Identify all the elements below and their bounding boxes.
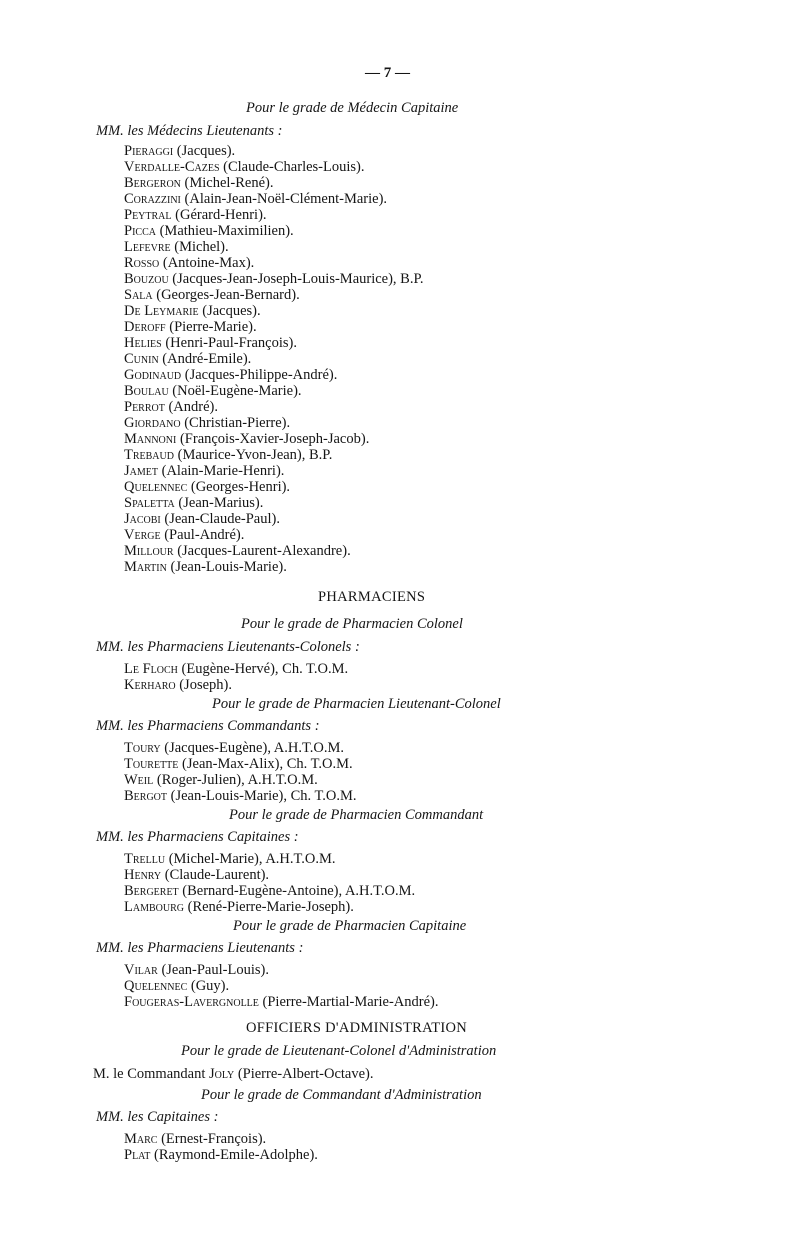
- details: (André).: [164, 399, 218, 415]
- mm-line-medecins-lieutenants: MM. les Médecins Lieutenants :: [96, 123, 283, 139]
- grade-heading-pharmacien-capitaine: Pour le grade de Pharmacien Capitaine: [233, 918, 467, 934]
- details: (Jean-Louis-Marie).: [166, 559, 287, 575]
- surname: Jamet: [124, 463, 158, 479]
- details: (Michel-René).: [180, 175, 274, 191]
- list-item: [124, 256, 254, 271]
- surname: Fougeras-Lavergnolle: [124, 994, 259, 1010]
- details: (Maurice-Yvon-Jean), B.P.: [173, 447, 333, 463]
- surname: Trebaud: [124, 447, 174, 463]
- list-item: [124, 773, 318, 788]
- surname: Quelennec: [124, 479, 188, 495]
- details: (Noël-Eugène-Marie).: [168, 383, 302, 399]
- list-item: [124, 400, 218, 415]
- surname: Godinaud: [124, 367, 182, 383]
- list-item: [124, 432, 369, 447]
- details: (Antoine-Max).: [159, 255, 255, 271]
- surname: Bergeret: [124, 883, 179, 899]
- list-item: [124, 789, 357, 804]
- list-item: [124, 480, 290, 495]
- list-item: [124, 288, 300, 303]
- details: (Henri-Paul-François).: [161, 335, 297, 351]
- details: (Ernest-François).: [157, 1131, 267, 1147]
- list-item: [124, 448, 332, 463]
- details: (Guy).: [187, 978, 230, 994]
- list-item: [124, 995, 438, 1010]
- mm-line-pharmaciens-lieutenants-colonels: MM. les Pharmaciens Lieutenants-Colonels :: [96, 639, 360, 655]
- details: (Jean-Louis-Marie), Ch. T.O.M.: [167, 788, 357, 804]
- details: (Joseph).: [175, 677, 232, 693]
- surname: Lefevre: [124, 239, 171, 255]
- surname: Sala: [124, 287, 153, 303]
- details: (Gérard-Henri).: [171, 207, 267, 223]
- surname: Martin: [124, 559, 167, 575]
- details: (Jacques).: [173, 143, 236, 159]
- mm-line-capitaines: MM. les Capitaines :: [96, 1109, 219, 1125]
- line-prefix: M. le Commandant: [93, 1066, 209, 1082]
- page-number: — 7 —: [365, 65, 410, 81]
- surname: Bergot: [124, 788, 168, 804]
- list-item: [124, 884, 415, 899]
- surname: Deroff: [124, 319, 166, 335]
- details: (Michel).: [170, 239, 229, 255]
- list-item: [124, 192, 387, 207]
- list-item: [93, 1067, 374, 1082]
- details: (Georges-Henri).: [187, 479, 291, 495]
- list-item: [124, 352, 251, 367]
- list-item: [124, 512, 280, 527]
- surname: Bouzou: [124, 271, 169, 287]
- details: (Jean-Claude-Paul).: [160, 511, 280, 527]
- list-item: [124, 464, 284, 479]
- list-item: [124, 176, 274, 191]
- list-item: [124, 224, 294, 239]
- details: (André-Emile).: [158, 351, 252, 367]
- details: (Alain-Marie-Henri).: [157, 463, 285, 479]
- surname: Pieraggi: [124, 143, 174, 159]
- mm-line-pharmaciens-commandants: MM. les Pharmaciens Commandants :: [96, 718, 320, 734]
- surname: Millour: [124, 543, 174, 559]
- surname: Giordano: [124, 415, 181, 431]
- surname: Tourette: [124, 756, 179, 772]
- list-item: [124, 384, 302, 399]
- list-item: [124, 963, 269, 978]
- surname: Kerharo: [124, 677, 176, 693]
- details: (François-Xavier-Joseph-Jacob).: [176, 431, 370, 447]
- surname: Picca: [124, 223, 156, 239]
- surname: Trellu: [124, 851, 166, 867]
- surname: Verge: [124, 527, 161, 543]
- list-item: [124, 240, 229, 255]
- details: (Bernard-Eugène-Antoine), A.H.T.O.M.: [178, 883, 416, 899]
- grade-heading-medecin-capitaine: Pour le grade de Médecin Capitaine: [246, 100, 459, 116]
- list-item: [124, 272, 424, 287]
- list-item: [124, 741, 344, 756]
- details: (Jacques).: [198, 303, 261, 319]
- details: (Mathieu-Maximilien).: [155, 223, 294, 239]
- surname: Cunin: [124, 351, 159, 367]
- details: (Pierre-Albert-Octave).: [234, 1066, 374, 1082]
- surname: Verdalle-Cazes: [124, 159, 220, 175]
- surname: Rosso: [124, 255, 160, 271]
- details: (Pierre-Martial-Marie-André).: [258, 994, 439, 1010]
- grade-heading-commandant-administration: Pour le grade de Commandant d'Administration: [201, 1087, 482, 1103]
- list-item: [124, 528, 244, 543]
- list-item: [124, 368, 337, 383]
- details: (Christian-Pierre).: [180, 415, 291, 431]
- details: (Jean-Paul-Louis).: [157, 962, 269, 978]
- list-item: [124, 979, 229, 994]
- details: (Michel-Marie), A.H.T.O.M.: [165, 851, 336, 867]
- list-item: [124, 336, 297, 351]
- grade-heading-pharmacien-commandant: Pour le grade de Pharmacien Commandant: [229, 807, 484, 823]
- mm-line-pharmaciens-lieutenants: MM. les Pharmaciens Lieutenants :: [96, 940, 304, 956]
- surname: Spaletta: [124, 495, 175, 511]
- surname: Quelennec: [124, 978, 188, 994]
- surname: Le Floch: [124, 661, 178, 677]
- details: (René-Pierre-Marie-Joseph).: [183, 899, 354, 915]
- list-item: [124, 560, 287, 575]
- surname: Helies: [124, 335, 162, 351]
- surname: Peytral: [124, 207, 172, 223]
- details: (Roger-Julien), A.H.T.O.M.: [153, 772, 318, 788]
- details: (Georges-Jean-Bernard).: [152, 287, 300, 303]
- list-item: [124, 544, 351, 559]
- list-item: [124, 852, 336, 867]
- surname: Jacobi: [124, 511, 161, 527]
- surname: Lambourg: [124, 899, 184, 915]
- list-item: [124, 757, 353, 772]
- list-item: [124, 662, 348, 677]
- list-item: [124, 1132, 266, 1147]
- grade-heading-pharmacien-colonel: Pour le grade de Pharmacien Colonel: [241, 616, 463, 632]
- details: (Eugène-Hervé), Ch. T.O.M.: [177, 661, 349, 677]
- details: (Pierre-Marie).: [165, 319, 257, 335]
- list-item: [124, 496, 263, 511]
- details: (Jacques-Eugène), A.H.T.O.M.: [160, 740, 344, 756]
- details: (Alain-Jean-Noël-Clément-Marie).: [180, 191, 388, 207]
- list-item: [124, 900, 354, 915]
- surname: Bergeron: [124, 175, 181, 191]
- details: (Jean-Marius).: [174, 495, 264, 511]
- details: (Claude-Laurent).: [161, 867, 270, 883]
- surname: Weil: [124, 772, 154, 788]
- surname: Marc: [124, 1131, 158, 1147]
- section-title-officiers-administration: OFFICIERS D'ADMINISTRATION: [246, 1020, 468, 1036]
- surname: Boulau: [124, 383, 169, 399]
- list-item: [124, 144, 235, 159]
- details: (Jacques-Laurent-Alexandre).: [173, 543, 351, 559]
- details: (Claude-Charles-Louis).: [219, 159, 365, 175]
- surname: De Leymarie: [124, 303, 199, 319]
- grade-heading-lieutenant-colonel-administration: Pour le grade de Lieutenant-Colonel d'Administration: [181, 1043, 497, 1059]
- surname: Mannoni: [124, 431, 177, 447]
- details: (Raymond-Emile-Adolphe).: [150, 1147, 318, 1163]
- surname: Vilar: [124, 962, 158, 978]
- list-item: [124, 160, 365, 175]
- mm-line-pharmaciens-capitaines: MM. les Pharmaciens Capitaines :: [96, 829, 299, 845]
- surname: Perrot: [124, 399, 165, 415]
- list-item: [124, 1148, 318, 1163]
- surname: Joly: [209, 1066, 235, 1082]
- list-item: [124, 304, 261, 319]
- section-title-pharmaciens: PHARMACIENS: [318, 589, 426, 605]
- list-item: [124, 678, 232, 693]
- details: (Paul-André).: [160, 527, 245, 543]
- list-item: [124, 320, 257, 335]
- surname: Corazzini: [124, 191, 181, 207]
- details: (Jean-Max-Alix), Ch. T.O.M.: [178, 756, 353, 772]
- list-item: [124, 868, 269, 883]
- surname: Toury: [124, 740, 161, 756]
- surname: Henry: [124, 867, 162, 883]
- surname: Plat: [124, 1147, 151, 1163]
- list-item: [124, 416, 290, 431]
- list-item: [124, 208, 267, 223]
- details: (Jacques-Jean-Joseph-Louis-Maurice), B.P.: [168, 271, 424, 287]
- details: (Jacques-Philippe-André).: [181, 367, 338, 383]
- grade-heading-pharmacien-lieutenant-colonel: Pour le grade de Pharmacien Lieutenant-Colonel: [212, 696, 501, 712]
